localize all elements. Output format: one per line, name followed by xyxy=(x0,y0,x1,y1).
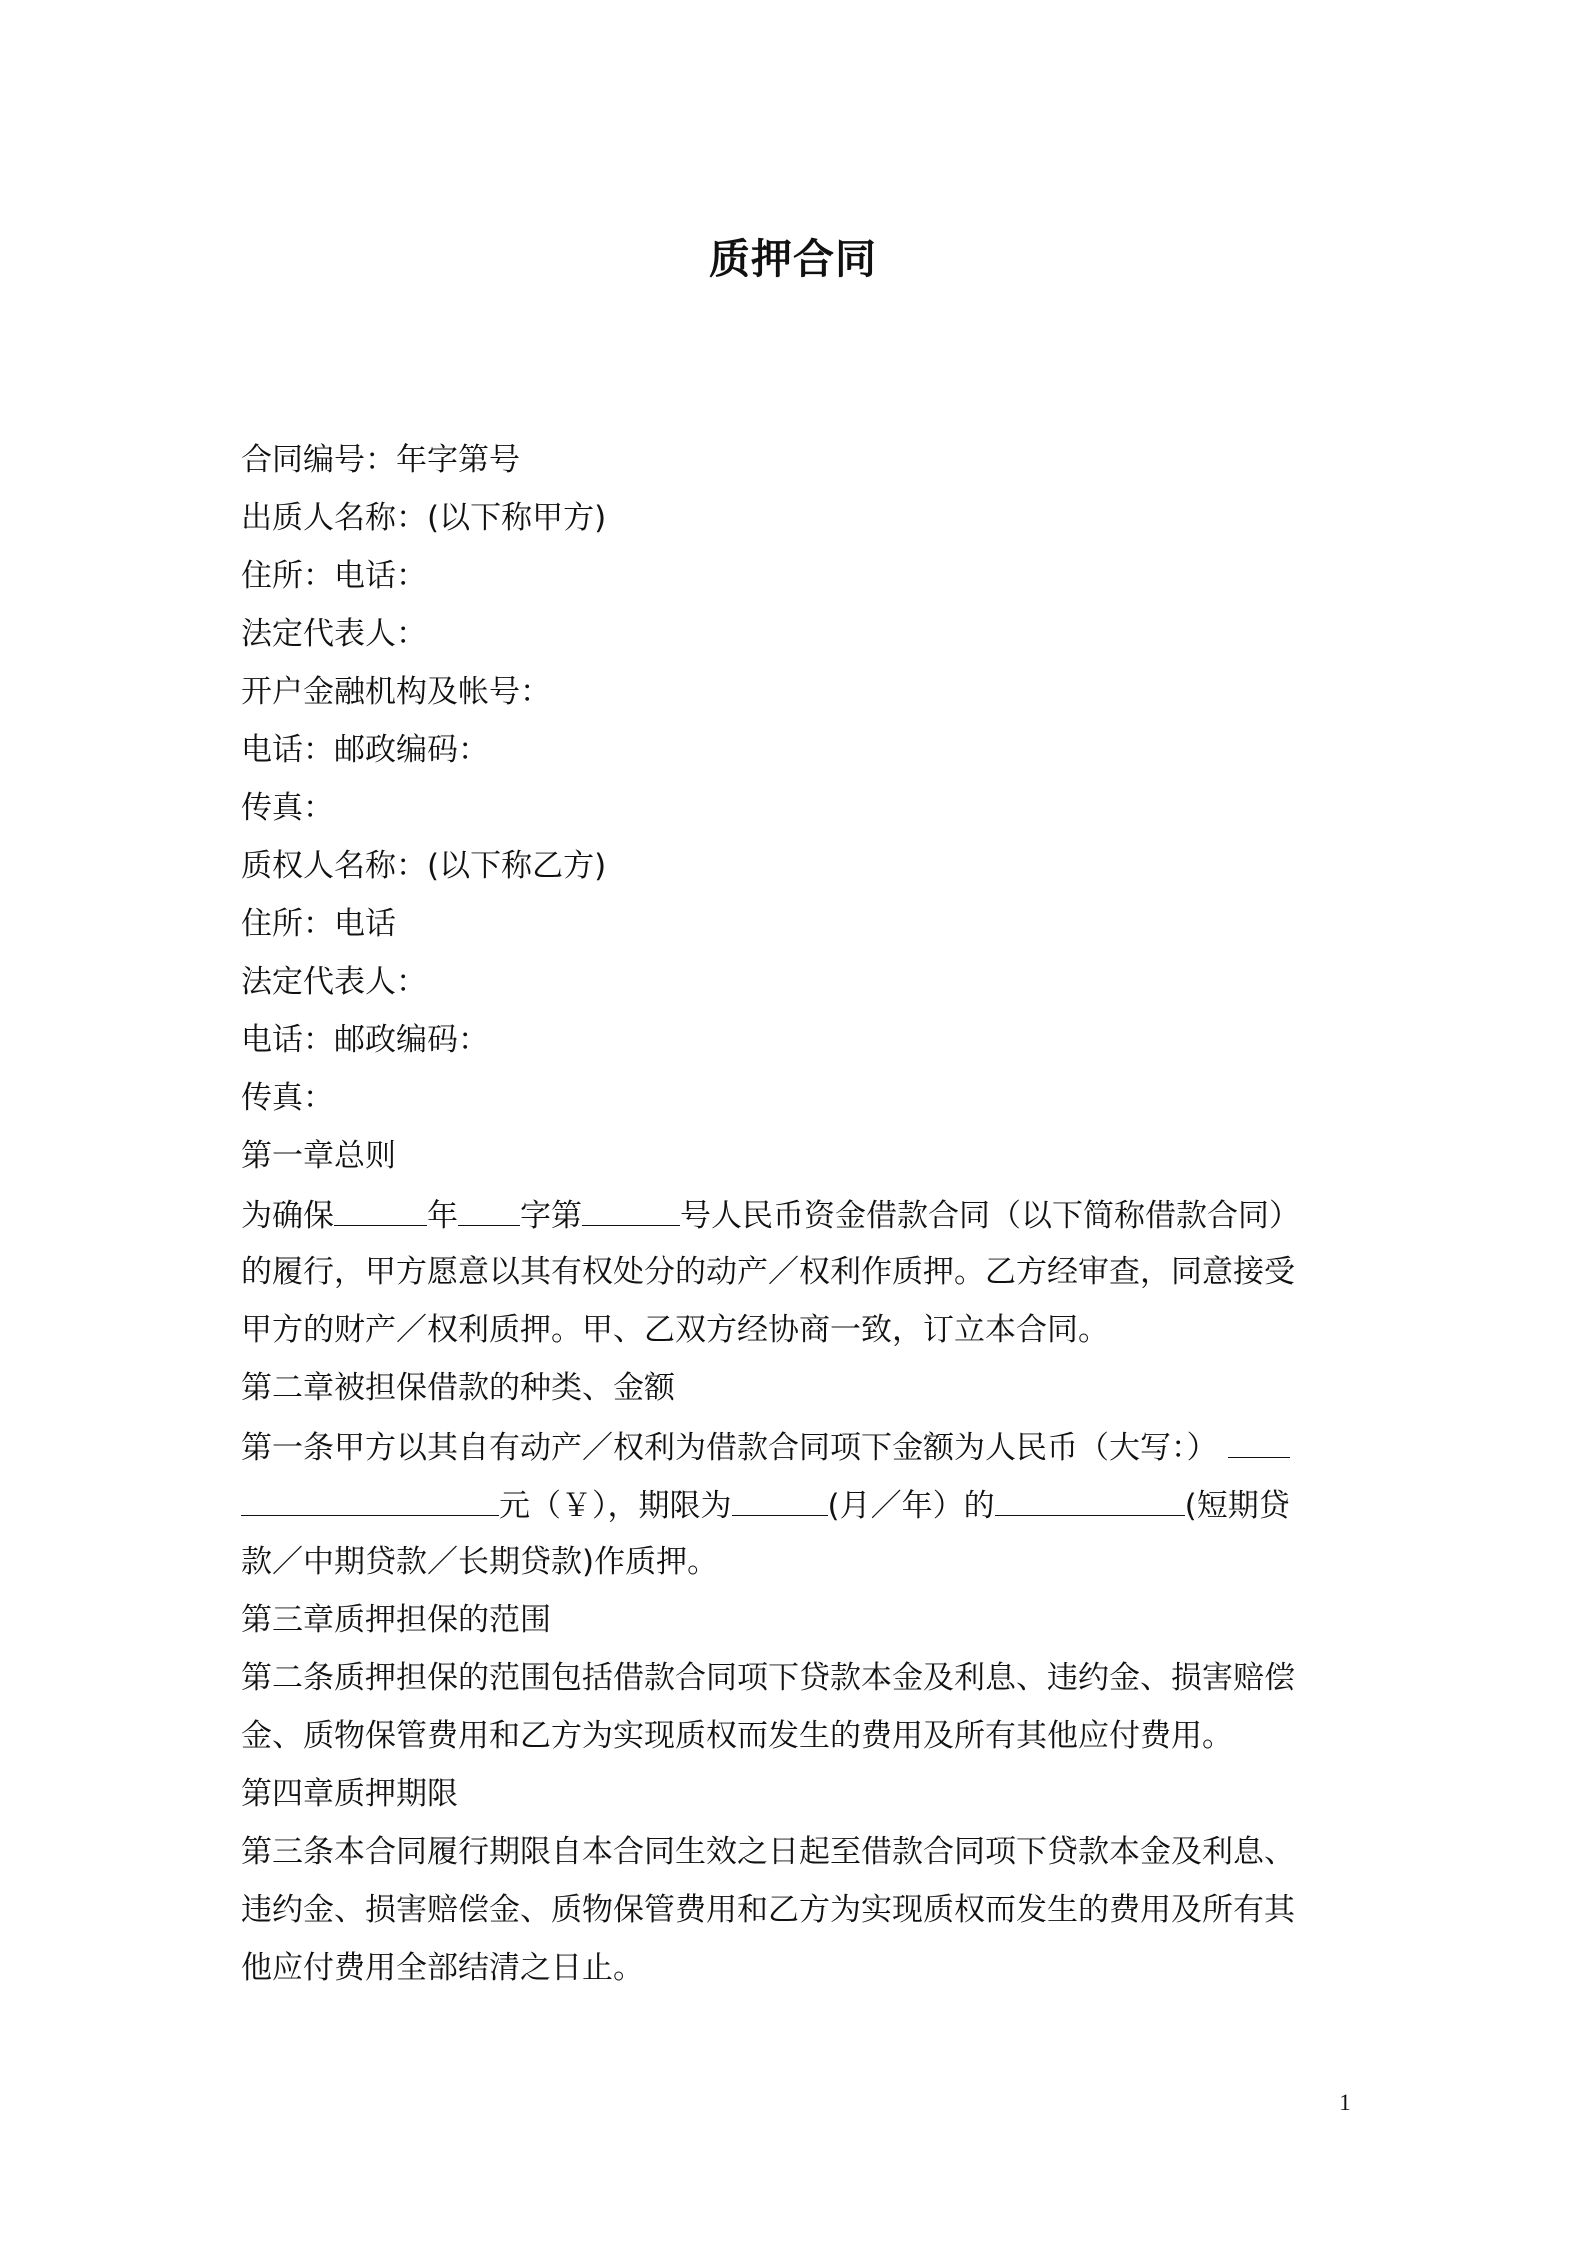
loan-type-blank xyxy=(995,1475,1185,1516)
year-blank xyxy=(334,1185,427,1226)
article-3-line-2: 违约金、损害赔偿金、质物保管费用和乙方为实现质权而发生的费用及所有其 xyxy=(241,1892,1295,1928)
word-blank xyxy=(458,1185,520,1226)
text-segment: 字第 xyxy=(520,1198,582,1234)
article-1-line-1 xyxy=(241,1417,1341,1475)
amount-blank xyxy=(241,1475,499,1516)
contract-number-line: 合同编号：年字第号 xyxy=(241,442,520,478)
chapter-2-heading: 第二章被担保借款的种类、金额 xyxy=(241,1370,675,1406)
article-1-line-3: 款／中期贷款／长期贷款)作质押。 xyxy=(241,1544,719,1580)
article-3-line-1: 第三条本合同履行期限自本合同生效之日起至借款合同项下贷款本金及利息、 xyxy=(241,1834,1295,1870)
article-3-line-3: 他应付费用全部结清之日止。 xyxy=(241,1950,644,1986)
pledgee-address-line: 住所：电话 xyxy=(241,906,396,942)
term-blank xyxy=(732,1475,828,1516)
amount-blank-start xyxy=(1228,1417,1290,1458)
chapter-1-heading: 第一章总则 xyxy=(241,1138,396,1174)
text-segment: (月／年）的 xyxy=(827,1488,995,1524)
document-body xyxy=(241,431,1341,1997)
pledgor-address-line: 住所：电话： xyxy=(241,558,427,594)
article-2-line-1: 第二条质押担保的范围包括借款合同项下贷款本金及利息、违约金、损害赔偿 xyxy=(241,1660,1295,1696)
number-blank xyxy=(582,1185,680,1226)
document-title: 质押合同 xyxy=(709,235,877,283)
pledgor-name-line: 出质人名称：(以下称甲方) xyxy=(241,500,607,536)
chapter-1-paragraph-line-3: 甲方的财产／权利质押。甲、乙双方经协商一致，订立本合同。 xyxy=(241,1312,1109,1348)
text-segment: 号人民币资金借款合同（以下简称借款合同） xyxy=(680,1198,1300,1234)
text-segment: 年 xyxy=(427,1198,458,1234)
article-2-line-2: 金、质物保管费用和乙方为实现质权而发生的费用及所有其他应付费用。 xyxy=(241,1718,1233,1754)
pledgee-phone-postcode-line: 电话：邮政编码： xyxy=(241,1022,489,1058)
article-1-line-2 xyxy=(241,1475,1341,1533)
text-segment: 元（￥），期限为 xyxy=(499,1488,732,1524)
pledgor-representative-line: 法定代表人： xyxy=(241,616,427,652)
page-number: 1 xyxy=(1339,2090,1351,2115)
chapter-4-heading: 第四章质押期限 xyxy=(241,1776,458,1812)
text-segment: 为确保 xyxy=(241,1198,334,1234)
chapter-1-paragraph-line-2: 的履行，甲方愿意以其有权处分的动产／权利作质押。乙方经审查，同意接受 xyxy=(241,1254,1295,1290)
pledgee-name-line: 质权人名称：(以下称乙方) xyxy=(241,848,607,884)
text-segment: 第一条甲方以其自有动产／权利为借款合同项下金额为人民币（大写：） xyxy=(241,1430,1218,1466)
pledgor-phone-postcode-line: 电话：邮政编码： xyxy=(241,732,489,768)
pledgor-fax-line: 传真： xyxy=(241,790,334,826)
pledgee-representative-line: 法定代表人： xyxy=(241,964,427,1000)
chapter-1-paragraph-line-1 xyxy=(241,1185,1341,1243)
pledgor-bank-account-line: 开户金融机构及帐号： xyxy=(241,674,551,710)
chapter-3-heading: 第三章质押担保的范围 xyxy=(241,1602,551,1638)
pledgee-fax-line: 传真： xyxy=(241,1080,334,1116)
text-segment: (短期贷 xyxy=(1184,1488,1290,1524)
